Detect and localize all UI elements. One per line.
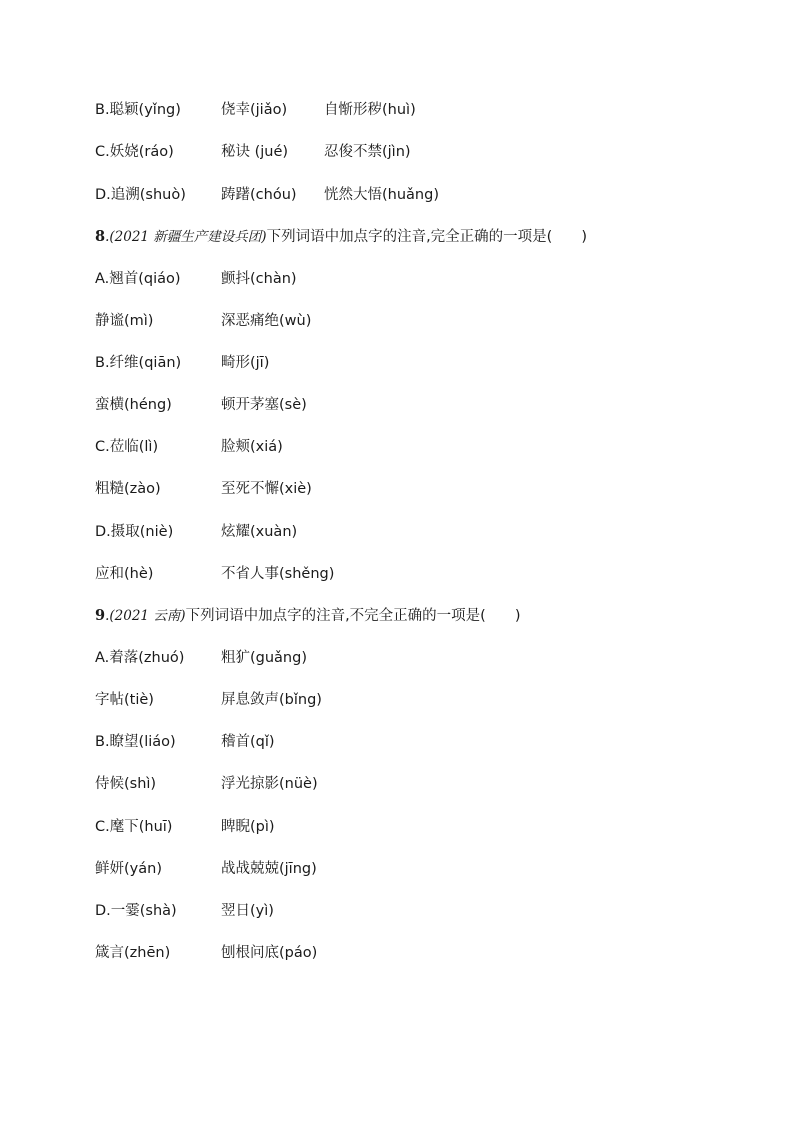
q9-word: 侍候(shì) bbox=[95, 776, 157, 792]
q9-stem bbox=[95, 604, 521, 628]
q7-b-word-3: 自惭形秽(huì) bbox=[324, 102, 416, 118]
q8-word: 深恶痛绝(wù) bbox=[221, 313, 312, 329]
q8-word: 不省人事(shěng) bbox=[221, 566, 335, 582]
q9-word: C.麾下(huī) bbox=[95, 819, 173, 835]
q8-word: 畸形(jī) bbox=[221, 355, 270, 371]
q9-word: 稽首(qǐ) bbox=[221, 734, 275, 750]
q8-word: C.莅临(lì) bbox=[95, 439, 159, 455]
q8-stem bbox=[95, 225, 587, 249]
q9-word: A.着落(zhuó) bbox=[95, 650, 185, 666]
q9-word: 浮光掠影(nüè) bbox=[221, 776, 318, 792]
q9-word: B.瞭望(liáo) bbox=[95, 734, 176, 750]
q9-source: .(2021 云南) bbox=[105, 608, 186, 624]
q7-c-word-2: 秘诀 (jué) bbox=[221, 144, 289, 160]
q9-word: 粗犷(guǎng) bbox=[221, 650, 307, 666]
q8-word: A.翘首(qiáo) bbox=[95, 271, 181, 287]
q9-word: 翌日(yì) bbox=[221, 903, 274, 919]
q9-question-text: 下列词语中加点字的注音,不完全正确的一项是( ) bbox=[185, 608, 521, 624]
q8-word: B.纤维(qiān) bbox=[95, 355, 182, 371]
q9-word: 战战兢兢(jīng) bbox=[221, 861, 317, 877]
q7-d-word-2: 踌躇(chóu) bbox=[221, 187, 297, 203]
q8-number: 8 bbox=[95, 228, 106, 245]
q7-d-word-3: 恍然大悟(huǎng) bbox=[324, 187, 439, 203]
q9-word: D.一霎(shà) bbox=[95, 903, 177, 919]
q9-word: 睥睨(pì) bbox=[221, 819, 275, 835]
q9-word: 箴言(zhēn) bbox=[95, 945, 171, 961]
q8-word: 蛮横(héng) bbox=[95, 397, 172, 413]
q9-word: 字帖(tiè) bbox=[95, 692, 154, 708]
q8-word: 炫耀(xuàn) bbox=[221, 524, 298, 540]
q8-word: 顿开茅塞(sè) bbox=[221, 397, 307, 413]
q8-word: D.摄取(niè) bbox=[95, 524, 174, 540]
q8-word: 颤抖(chàn) bbox=[221, 271, 297, 287]
q9-word: 鲜妍(yán) bbox=[95, 861, 162, 877]
q8-word: 粗糙(zào) bbox=[95, 481, 161, 497]
q7-b-word-2: 侥幸(jiǎo) bbox=[221, 102, 288, 118]
q7-c-word-1: C.妖娆(ráo) bbox=[95, 144, 174, 160]
q9-word: 刨根问底(páo) bbox=[221, 945, 318, 961]
q8-source: .(2021 新疆生产建设兵团) bbox=[105, 229, 267, 245]
q8-word: 静谧(mì) bbox=[95, 313, 154, 329]
q7-b-word-1: B.聪颖(yǐng) bbox=[95, 102, 181, 118]
q9-number: 9 bbox=[95, 607, 106, 624]
q9-word: 屏息敛声(bǐng) bbox=[221, 692, 322, 708]
q8-word: 脸颊(xiá) bbox=[221, 439, 283, 455]
q8-word: 至死不懈(xiè) bbox=[221, 481, 312, 497]
q8-word: 应和(hè) bbox=[95, 566, 154, 582]
q7-c-word-3: 忍俊不禁(jìn) bbox=[324, 144, 411, 160]
q8-question-text: 下列词语中加点字的注音,完全正确的一项是( ) bbox=[266, 229, 587, 245]
q7-d-word-1: D.追溯(shuò) bbox=[95, 187, 186, 203]
